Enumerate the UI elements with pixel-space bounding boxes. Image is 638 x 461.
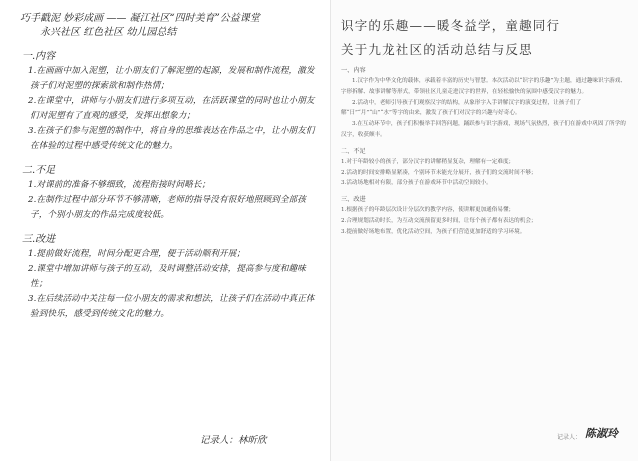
right-section-heading: 三、改进 xyxy=(341,196,366,204)
left-signature: 记录人：林昕欣 xyxy=(200,435,267,446)
left-list-item: 3.在孩子们参与泥塑的制作中，将自身的思维表达在作品之中，让小朋友们在体验的过程中感受传统文化的魅力。 xyxy=(28,126,315,151)
left-section-content xyxy=(20,50,320,154)
right-section-heading: 二、不足 xyxy=(341,147,366,155)
left-title: 巧手戳泥 妙彩成画 —— 凝江社区“四时美育”公益课堂 xyxy=(20,13,260,24)
right-section-heading: 一、内容 xyxy=(341,67,366,74)
right-list-item: 1.对于年龄较小的孩子，部分汉字的讲解稍显复杂，理解有一定难度； xyxy=(341,158,515,165)
right-section-improvements xyxy=(341,195,630,237)
right-signature xyxy=(557,425,618,441)
right-list-item: 3.活动场地相对有限，部分孩子在游戏环节中活动空间较小。 xyxy=(341,180,492,187)
left-section-improvements xyxy=(20,233,320,322)
right-section-shortcomings xyxy=(341,147,630,189)
left-list-item: 2.在课堂中，讲师与小朋友们进行多项互动，在活跃课堂的同时也让小朋友们对泥塑有了直观的感受，发挥出想象力； xyxy=(28,96,315,121)
right-list-item: 1.根据孩子的年龄层次设计分层次的教学内容，使讲解更加通俗易懂； xyxy=(341,207,515,214)
right-subtitle: 关于九龙社区的活动总结与反思 xyxy=(341,42,533,57)
left-section-shortcomings xyxy=(20,164,320,223)
right-list-item: 3.提前做好场地布置，优化活动空间，为孩子们营造更加舒适的学习环境。 xyxy=(341,228,526,235)
left-list-item: 2.课堂中增加讲师与孩子的互动，及时调整活动安排，提高参与度和趣味性； xyxy=(28,264,306,289)
right-signature-name: 陈淑玲 xyxy=(585,427,618,440)
right-list-item: 2.活动的时间安排略显紧凑，个别环节未能充分展开，孩子们的交流时间不够； xyxy=(341,169,537,176)
right-title: 识字的乐趣——暖冬益学，童趣同行 xyxy=(341,18,561,33)
left-section-heading: 二.不足 xyxy=(22,165,56,176)
left-section-heading: 一.内容 xyxy=(22,51,56,62)
right-paragraph: 3.在互动环节中，孩子们积极举手回答问题，踊跃参与识字游戏，现场气氛热烈，孩子们在游戏中巩固了所学的汉字，收获颇丰。 xyxy=(341,121,626,138)
right-list-item: 2.合理规划活动时长，为互动交流预留更多时间，让每个孩子都有表达的机会； xyxy=(341,217,537,224)
right-page xyxy=(331,0,638,461)
left-section-heading: 三.改进 xyxy=(22,234,56,245)
left-list-item: 1.提前做好流程，时间分配更合理，便于活动顺利开展； xyxy=(28,249,246,259)
right-section-content xyxy=(341,66,630,141)
left-list-item: 3.在后续活动中关注每一位小朋友的需求和想法，让孩子们在活动中真正体验到快乐，感受到传统文化的魅力。 xyxy=(28,294,315,319)
left-list-item: 2.在制作过程中部分环节不够清晰，老师的指导没有很好地照顾到全部孩子，个别小朋友的作品完成度较低。 xyxy=(28,195,306,220)
right-paragraph: 2.活动中，老师引导孩子们观察汉字的结构，从象形字入手讲解汉字的演变过程，让孩子们了解“日”“月”“山”“水”等字的由来，激发了孩子们对汉字的兴趣与好奇心。 xyxy=(341,99,582,117)
right-signature-label: 记录人： xyxy=(556,434,581,441)
left-org-line: 永兴社区 红色社区 幼儿园总结 xyxy=(40,27,177,38)
left-list-item: 1.对课前的准备不够细致，流程衔接时间略长； xyxy=(28,180,211,190)
right-paragraph: 1.汉字作为中华文化的载体，承载着丰富的历史与智慧。本次活动以“识字的乐趣”为主题，通过趣味识字游戏、字形拆解、故事讲解等形式，带领社区儿童走进汉字的世界，在轻松愉快的氛围中感受汉字的魅力。 xyxy=(341,78,626,95)
left-list-item: 1.在画画中加入泥塑，让小朋友们了解泥塑的起源，发展和制作流程，激发孩子们对泥塑的探索欲和制作热情； xyxy=(28,66,315,91)
